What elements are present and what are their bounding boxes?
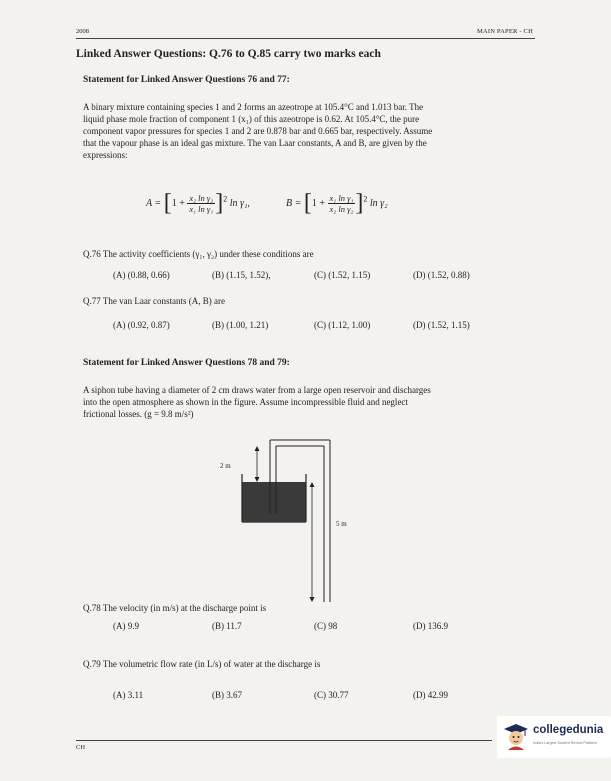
question-79: Q.79 The volumetric flow rate (in L/s) of water at the discharge is [83, 659, 321, 669]
footer-code: CH [76, 744, 86, 751]
statement-line: component vapor pressures for species 1 and 2 are 0.878 bar and 0.665 bar, respectively. Assume [83, 126, 433, 136]
statement-76-77-heading: Statement for Linked Answer Questions 76 and 77: [83, 75, 290, 85]
q76-option-d[interactable]: (D) (1.52, 0.88) [413, 270, 470, 280]
eq-numerator: x₁ ln γ₁ [329, 193, 354, 203]
eq-tail: ln γ₁, [229, 197, 250, 209]
right-bracket: ] [355, 190, 364, 216]
q76-option-c[interactable]: (C) (1.52, 1.15) [314, 270, 371, 280]
graduate-mascot-icon [503, 723, 529, 751]
reservoir-water [243, 482, 306, 522]
footer-rule [76, 740, 492, 741]
statement-line: A binary mixture containing species 1 and 2 forms an azeotrope at 105.4°C and 1.013 bar. The [83, 102, 424, 112]
eq-denominator: x₁ ln γ₁ [189, 204, 214, 214]
q77-option-c[interactable]: (C) (1.12, 1.00) [314, 320, 371, 330]
q79-option-c[interactable]: (C) 30.77 [314, 690, 349, 700]
statement-line: A siphon tube having a diameter of 2 cm draws water from a large open reservoir and discharges [83, 385, 431, 395]
q77-option-a[interactable]: (A) (0.92, 0.87) [113, 320, 170, 330]
statement-78-79-heading: Statement for Linked Answer Questions 78 and 79: [83, 358, 290, 368]
collegedunia-watermark[interactable] [497, 716, 611, 758]
q78-option-c[interactable]: (C) 98 [314, 621, 338, 631]
statement-line: into the open atmosphere as shown in the figure. Assume incompressible fluid and neglect [83, 397, 408, 407]
header-year: 2008 [76, 28, 89, 35]
statement-line: expressions: [83, 150, 128, 160]
header-rule [76, 38, 535, 39]
watermark-tagline: India's Largest Student Review Platform [533, 741, 597, 745]
q78-option-a[interactable]: (A) 9.9 [113, 621, 139, 631]
equation-a [146, 190, 250, 217]
section-title: Linked Answer Questions: Q.76 to Q.85 carry two marks each [76, 48, 381, 60]
eq-fraction [328, 193, 356, 214]
label-5m: 5 m [336, 520, 347, 528]
q79-option-a[interactable]: (A) 3.11 [113, 690, 144, 700]
siphon-figure [230, 434, 370, 604]
eq-one: 1 + [311, 197, 325, 209]
eq-power: 2 [363, 194, 368, 204]
q76-option-a[interactable]: (A) (0.88, 0.66) [113, 270, 170, 280]
label-2m: 2 m [220, 462, 231, 470]
right-bracket: ] [215, 190, 224, 216]
q76-option-b[interactable]: (B) (1.15, 1.52), [212, 270, 271, 280]
q77-option-d[interactable]: (D) (1.52, 1.15) [413, 320, 470, 330]
left-bracket: [ [303, 190, 312, 216]
watermark-name: collegedunia [533, 724, 604, 736]
eq-lhs: A = [146, 197, 162, 209]
q77-option-b[interactable]: (B) (1.00, 1.21) [212, 320, 269, 330]
eq-one: 1 + [171, 197, 185, 209]
question-77: Q.77 The van Laar constants (A, B) are [83, 296, 226, 306]
statement-line: that the vapour phase is an ideal gas mixture. The van Laar constants, A and B, are given by the [83, 138, 427, 148]
q78-option-d[interactable]: (D) 136.9 [413, 621, 448, 631]
left-bracket: [ [163, 190, 172, 216]
q78-option-b[interactable]: (B) 11.7 [212, 621, 242, 631]
question-78: Q.78 The velocity (in m/s) at the discharge point is [83, 603, 267, 613]
question-76: Q.76 The activity coefficients (γ₁, γ₂) under these conditions are [83, 249, 314, 259]
eq-denominator: x₂ ln γ₂ [329, 204, 354, 214]
q79-option-b[interactable]: (B) 3.67 [212, 690, 242, 700]
statement-78-79-text [83, 384, 535, 420]
header-paper: MAIN PAPER - CH [476, 28, 533, 35]
eq-tail: ln γ₂ [369, 197, 388, 209]
eq-fraction [187, 193, 215, 214]
statement-line: liquid phase mole fraction of component 1 (x₁) of this azeotrope is 0.62. At 105.4°C, the pure [83, 114, 420, 124]
q79-option-d[interactable]: (D) 42.99 [413, 690, 448, 700]
eq-power: 2 [223, 194, 228, 204]
statement-line: frictional losses. (g = 9.8 m/s²) [83, 409, 194, 419]
eq-numerator: x₂ ln γ₂ [189, 193, 214, 203]
eq-lhs: B = [286, 197, 302, 209]
equation-b [286, 190, 388, 217]
statement-76-77-text [83, 101, 535, 161]
